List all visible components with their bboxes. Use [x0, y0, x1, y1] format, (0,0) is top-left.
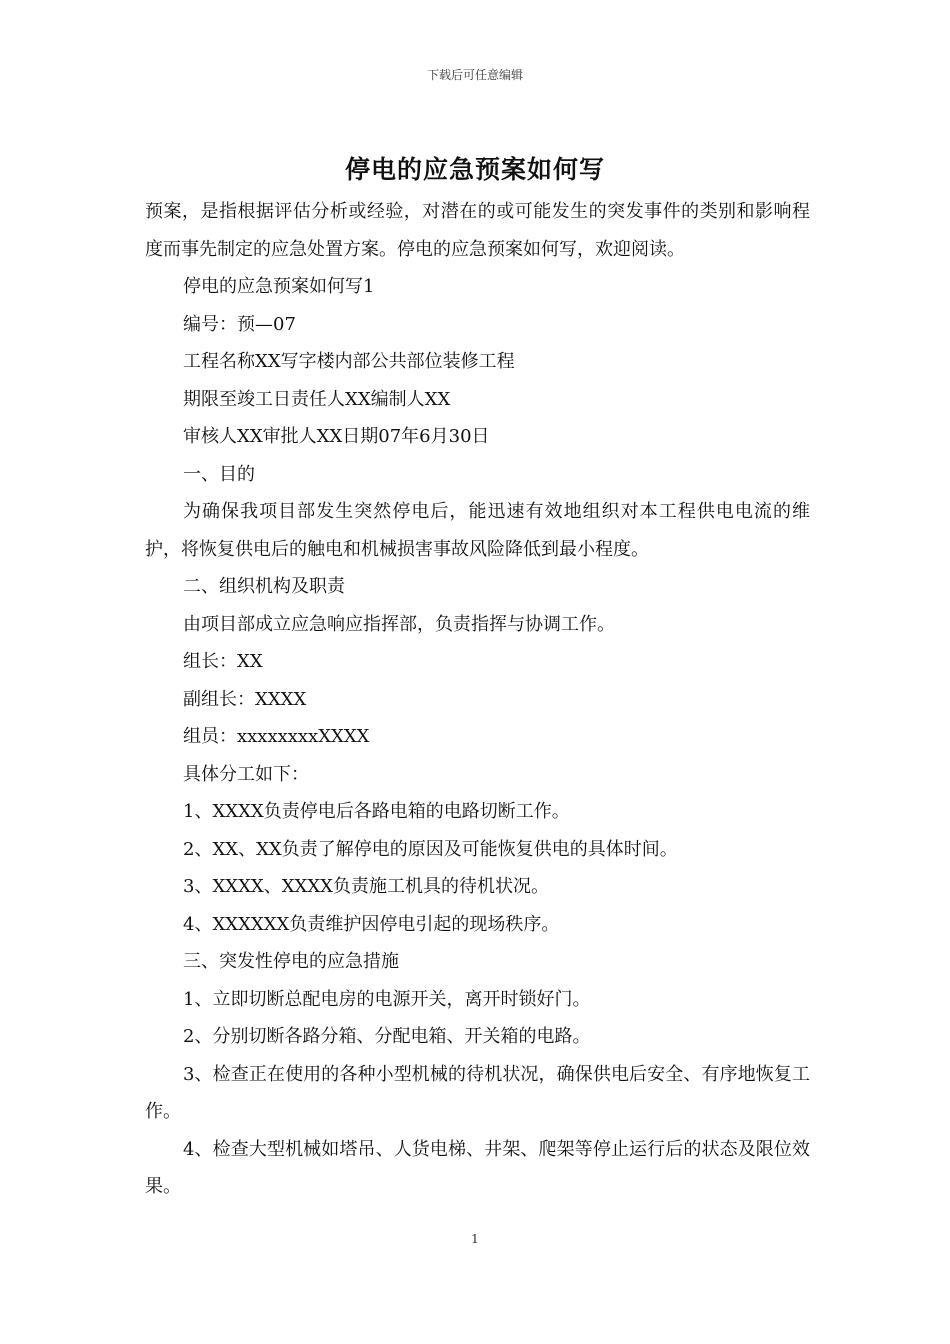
team-leader: 组长：XX: [183, 651, 263, 672]
page-number: 1: [471, 1232, 479, 1246]
list-item: 2、XX、XX负责了解停电的原因及可能恢复供电的具体时间。: [183, 838, 678, 860]
section-heading-purpose: 一、目的: [183, 463, 255, 485]
reviewer-and-date: 审核人XX审批人XX日期07年6月30日: [183, 426, 490, 447]
list-item: 3、检查正在使用的各种小型机械的待机状况，确保供电后安全、有序地恢复工作。: [145, 1063, 810, 1122]
section-heading-emergency-measures: 三、突发性停电的应急措施: [183, 951, 399, 972]
purpose-paragraph: 为确保我项目部发生突然停电后，能迅速有效地组织对本工程供电电流的维护，将恢复供电后的触电和机械损害事故风险降低到最小程度。: [145, 501, 810, 560]
period-and-responsible: 期限至竣工日责任人XX编制人XX: [183, 388, 451, 410]
list-item: 2、分别切断各路分箱、分配电箱、开关箱的电路。: [183, 1026, 591, 1047]
document-body: [145, 193, 810, 1206]
section-heading-plan-1: 停电的应急预案如何写1: [183, 276, 375, 297]
list-item: 4、检查大型机械如塔吊、人货电梯、井架、爬架等停止运行后的状态及限位效果。: [145, 1138, 810, 1197]
section-heading-organization: 二、组织机构及职责: [183, 576, 345, 597]
list-item: 3、XXXX、XXXX负责施工机具的待机状况。: [183, 876, 549, 897]
header-note: 下载后可任意编辑: [426, 68, 523, 82]
team-members: 组员：xxxxxxxxXXXX: [183, 726, 370, 747]
list-item: 1、立即切断总配电房的电源开关，离开时锁好门。: [183, 988, 591, 1010]
plan-number: 编号：预—07: [183, 313, 296, 335]
list-item: 1、XXXX负责停电后各路电箱的电路切断工作。: [183, 801, 570, 822]
division-of-labor-heading: 具体分工如下：: [183, 763, 309, 785]
project-name: 工程名称XX写字楼内部公共部位装修工程: [183, 351, 515, 372]
document-title: 停电的应急预案如何写: [344, 155, 605, 184]
deputy-leader: 副组长：XXXX: [183, 688, 307, 710]
organization-paragraph: 由项目部成立应急响应指挥部，负责指挥与协调工作。: [183, 613, 615, 635]
list-item: 4、XXXXXX负责维护因停电引起的现场秩序。: [183, 913, 560, 935]
intro-paragraph: 预案，是指根据评估分析或经验，对潜在的或可能发生的突发事件的类别和影响程度而事先制定的应急处置方案。停电的应急预案如何写，欢迎阅读。: [145, 201, 810, 260]
